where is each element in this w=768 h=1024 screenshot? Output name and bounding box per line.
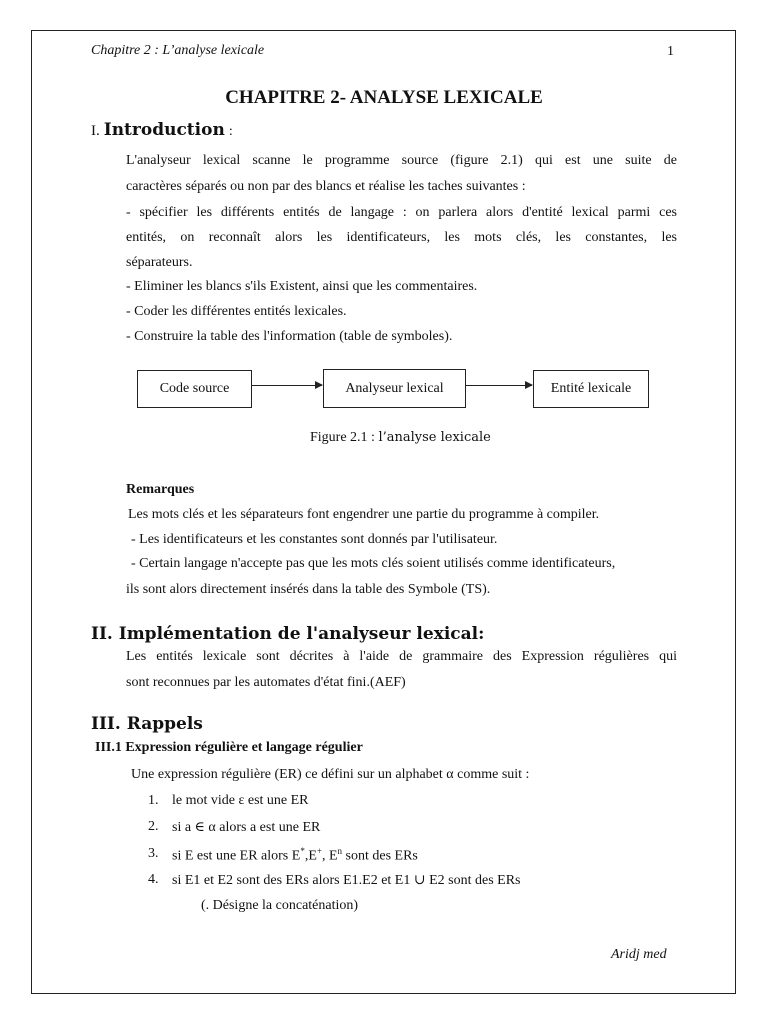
figure-arrow-1 [252,385,322,386]
list-item-3-part-a: si E est une ER alors E [172,848,301,864]
list-item-3-part-d: sont des ERs [342,848,418,864]
section-1-heading [91,120,233,140]
remarks-line-3: - Certain langage n'accepte pas que les mots clés soient utilisés comme identificateurs, [131,556,616,571]
item-3: - Coder les différentes entités lexicales. [126,304,347,319]
list-item-3 [172,846,418,865]
figure-box-code-source: Code source [137,370,252,408]
figure-caption-text: l’analyse lexicale [378,430,491,445]
list-item-2: si a ∈ α alors a est une ER [172,820,321,835]
section-3-1-heading: III.1 Expression régulière et langage régulier [95,740,363,755]
item-1-line-3: séparateurs. [126,255,193,270]
item-2: - Eliminer les blancs s'ils Existent, ainsi que les commentaires. [126,279,478,294]
section-1-number: I. [91,123,100,139]
remarks-line-4: ils sont alors directement insérés dans la table des Symbole (TS). [126,582,491,597]
list-item-2-number: 2. [148,819,159,834]
concatenation-note: (. Désigne la concaténation) [201,898,359,913]
page-number: 1 [667,44,674,59]
item-1-line-2: entités, on reconnaît alors les identificateurs, les mots clés, les constantes, les [126,230,677,245]
list-item-3-number: 3. [148,846,159,861]
section-1-colon: : [228,124,233,139]
superscript-star: * [300,846,305,856]
section-2-heading: II. Implémentation de l'analyseur lexical: [91,624,485,644]
item-4: - Construire la table des l'information (table de symboles). [126,329,453,344]
remarks-line-2: - Les identificateurs et les constantes sont donnés par l'utilisateur. [131,532,498,547]
list-item-3-part-c: , E [321,848,338,864]
remarks-line-1: Les mots clés et les séparateurs font engendrer une partie du programme à compiler. [128,507,600,522]
superscript-n: n [337,846,343,856]
list-item-4-number: 4. [148,872,159,887]
figure-box-analyseur: Analyseur lexical [323,369,466,408]
section-3-intro: Une expression régulière (ER) ce défini sur un alphabet α comme suit : [131,767,530,782]
item-1-line-1: - spécifier les différents entités de langage : on parlera alors d'entité lexical parmi ces [126,205,677,220]
figure-caption-prefix: Figure 2.1 : [310,430,379,445]
page-title: CHAPITRE 2- ANALYSE LEXICALE [225,87,543,108]
figure-box-entite: Entité lexicale [533,370,649,408]
list-item-1-number: 1. [148,793,159,808]
remarks-heading: Remarques [126,482,195,497]
running-header: Chapitre 2 : L’analyse lexicale [91,43,265,58]
list-item-1: le mot vide ε est une ER [172,793,309,808]
intro-line-1: L'analyseur lexical scanne le programme source (figure 2.1) qui est une suite de [126,153,677,168]
list-item-4: si E1 et E2 sont des ERs alors E1.E2 et E1 ∪ E2 sont des ERs [172,873,521,888]
intro-line-2: caractères séparés ou non par des blancs et réalise les taches suivantes : [126,179,526,194]
list-item-3-part-b: ,E [304,848,317,864]
author-footer: Aridj med [611,947,667,962]
section-2-line-2: sont reconnues par les automates d'état fini.(AEF) [126,675,406,690]
section-2-line-1: Les entités lexicale sont décrites à l'aide de grammaire des Expression régulières qui [126,649,677,664]
section-3-heading: III. Rappels [91,714,203,734]
figure-arrow-2 [466,385,532,386]
section-1-title: Introduction [103,120,225,140]
superscript-plus: + [316,846,322,856]
figure-caption [310,430,491,446]
